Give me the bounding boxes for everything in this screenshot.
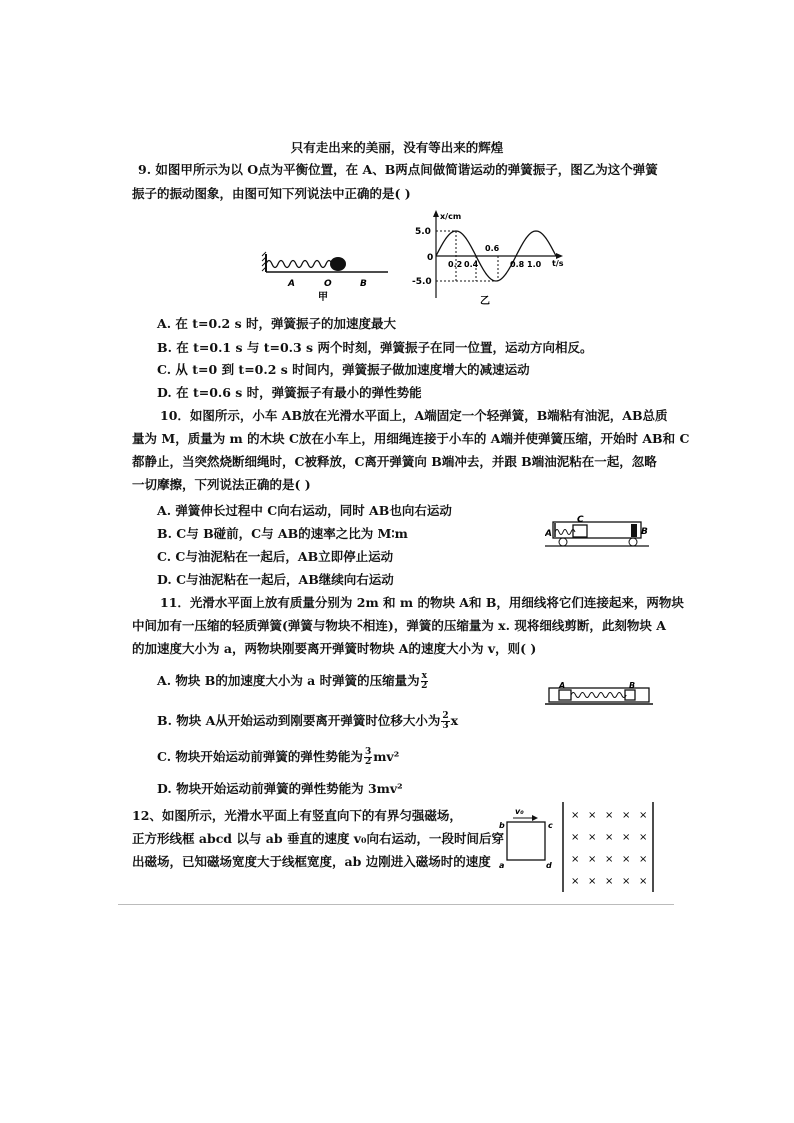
q12-fig-b: b <box>499 821 505 830</box>
q12-cross-mark: × <box>639 854 648 865</box>
q11-option-a-text: A. 物块 B的加速度大小为 a 时弹簧的压缩量为 <box>157 673 420 688</box>
q11-stem-line3: 的加速度大小为 a，两物块刚要离开弹簧时物块 A的速度大小为 v，则( ) <box>132 641 537 656</box>
q11-fig-label-a: A <box>559 681 566 690</box>
q9-jia-label-b: B <box>360 279 367 289</box>
q12-fig-c: c <box>548 821 553 830</box>
q9-jia-label-a: A <box>288 279 295 289</box>
q12-stem-line1: 12、如图所示，光滑水平面上有竖直向下的有界匀强磁场， <box>132 808 462 823</box>
q12-field-crosses <box>571 810 647 887</box>
q12-cross-mark: × <box>605 876 614 887</box>
q11-option-b[interactable] <box>157 712 458 731</box>
q10-stem-line4: 一切摩擦，下列说法正确的是( ) <box>132 477 311 492</box>
q11-figure <box>545 680 655 710</box>
q12-cross-mark: × <box>639 810 648 821</box>
q12-cross-mark: × <box>639 876 648 887</box>
q12-stem-line3: 出磁场，已知磁场宽度大于线框宽度，ab 边刚进入磁场时的速度 <box>132 854 491 869</box>
q12-fig-a: a <box>499 861 505 870</box>
q10-option-d[interactable]: D. C与油泥粘在一起后，AB继续向右运动 <box>157 572 394 587</box>
q12-cross-mark: × <box>588 876 597 887</box>
page-motto: 只有走出来的美丽，没有等出来的辉煌 <box>290 140 504 155</box>
q12-cross-mark: × <box>571 876 580 887</box>
q12-cross-mark: × <box>605 854 614 865</box>
q12-cross-mark: × <box>605 810 614 821</box>
q11-option-a-fraction: $\frac{x}{2}$ <box>421 671 428 691</box>
q9-figure-jia <box>260 250 395 305</box>
q10-option-a[interactable]: A. 弹簧伸长过程中 C向右运动，同时 AB也向右运动 <box>157 503 452 518</box>
q12-cross-mark: × <box>639 832 648 843</box>
q12-cross-mark: × <box>571 854 580 865</box>
q10-fig-label-b: B <box>641 527 648 537</box>
q9-jia-label-o: O <box>324 279 332 289</box>
q11-option-a[interactable] <box>157 672 429 691</box>
q10-figure <box>545 512 650 552</box>
q12-figure <box>495 800 660 895</box>
q9-yi-origin: 0 <box>427 253 434 263</box>
q12-cross-mark: × <box>571 832 580 843</box>
q11-stem-line2: 中间加有一压缩的轻质弹簧(弹簧与物块不相连)，弹簧的压缩量为 x. 现将细线剪断，此刻物块 A <box>132 618 666 633</box>
q12-cross-mark: × <box>622 854 631 865</box>
q11-stem-line1: 11．光滑水平面上放有质量分别为 2m 和 m 的物块 A和 B，用细线将它们连接起来，两物块 <box>160 595 684 610</box>
q10-fig-label-a: A <box>545 529 552 539</box>
page-divider <box>118 904 674 905</box>
q11-option-d[interactable]: D. 物块开始运动前弹簧的弹性势能为 3mv² <box>157 781 403 796</box>
q9-option-a[interactable]: A. 在 t=0.2 s 时，弹簧振子的加速度最大 <box>157 316 396 331</box>
q12-cross-mark: × <box>622 810 631 821</box>
q12-cross-mark: × <box>588 810 597 821</box>
q10-option-b[interactable]: B. C与 B碰前，C与 AB的速率之比为 M∶m <box>157 526 408 541</box>
q9-stem-line1: 9. 如图甲所示为以 O点为平衡位置，在 A、B两点间做简谐运动的弹簧振子，图乙为这个弹簧 <box>138 162 658 177</box>
q9-yi-tick-02: 0.2 <box>448 260 463 269</box>
q9-yi-ypos: 5.0 <box>415 227 431 237</box>
q9-yi-xlabel: t/s <box>552 259 564 268</box>
q11-option-c[interactable] <box>157 748 399 767</box>
q10-stem-line1: 10．如图所示，小车 AB放在光滑水平面上，A端固定一个轻弹簧，B端粘有油泥，AB总质 <box>160 408 668 423</box>
q9-option-c[interactable]: C. 从 t=0 到 t=0.2 s 时间内，弹簧振子做加速度增大的减速运动 <box>157 362 530 377</box>
q11-option-c-text: C. 物块开始运动前弹簧的弹性势能为 <box>157 749 363 764</box>
q11-option-b-fraction: $\frac{2}{3}$ <box>442 711 449 731</box>
q9-yi-tick-04: 0.4 <box>464 260 479 269</box>
q12-cross-mark: × <box>605 832 614 843</box>
q11-fig-label-b: B <box>629 681 636 690</box>
q11-option-c-tail: mv² <box>373 749 400 764</box>
q9-option-b[interactable]: B. 在 t=0.1 s 与 t=0.3 s 两个时刻，弹簧振子在同一位置，运动方向相反。 <box>157 340 593 355</box>
q9-yi-tick-06: 0.6 <box>485 244 500 253</box>
q9-yi-ylabel: x/cm <box>440 212 462 221</box>
q10-stem-line3: 都静止，当突然烧断细绳时，C被释放，C离开弹簧向 B端冲去，并跟 B端油泥粘在一起，忽略 <box>132 454 657 469</box>
q10-option-c[interactable]: C. C与油泥粘在一起后，AB立即停止运动 <box>157 549 394 564</box>
q9-yi-caption: 乙 <box>480 296 490 307</box>
q12-fig-v0: v₀ <box>515 807 524 816</box>
q12-cross-mark: × <box>622 832 631 843</box>
q9-yi-tick-10: 1.0 <box>527 260 542 269</box>
q12-fig-d: d <box>546 861 552 870</box>
q12-cross-mark: × <box>571 810 580 821</box>
q9-option-d[interactable]: D. 在 t=0.6 s 时，弹簧振子有最小的弹性势能 <box>157 385 422 400</box>
q12-cross-mark: × <box>622 876 631 887</box>
q9-figure-yi <box>410 208 570 310</box>
q9-jia-caption: 甲 <box>318 292 328 303</box>
q12-cross-mark: × <box>588 854 597 865</box>
q11-option-b-text: B. 物块 A从开始运动到刚要离开弹簧时位移大小为 <box>157 713 441 728</box>
q10-fig-label-c: C <box>577 515 584 525</box>
q9-yi-yneg: -5.0 <box>412 277 432 287</box>
q9-stem-line2: 振子的振动图象，由图可知下列说法中正确的是( ) <box>132 186 411 201</box>
q11-option-c-fraction: $\frac{3}{2}$ <box>364 747 372 767</box>
q9-yi-tick-08: 0.8 <box>510 260 525 269</box>
q10-stem-line2: 量为 M，质量为 m 的木块 C放在小车上，用细绳连接于小车的 A端并使弹簧压缩，开始时 AB和 C <box>132 431 690 446</box>
q11-option-b-tail: x <box>450 713 459 728</box>
q12-cross-mark: × <box>588 832 597 843</box>
q12-stem-line2: 正方形线框 abcd 以与 ab 垂直的速度 v₀向右运动，一段时间后穿 <box>132 831 505 846</box>
